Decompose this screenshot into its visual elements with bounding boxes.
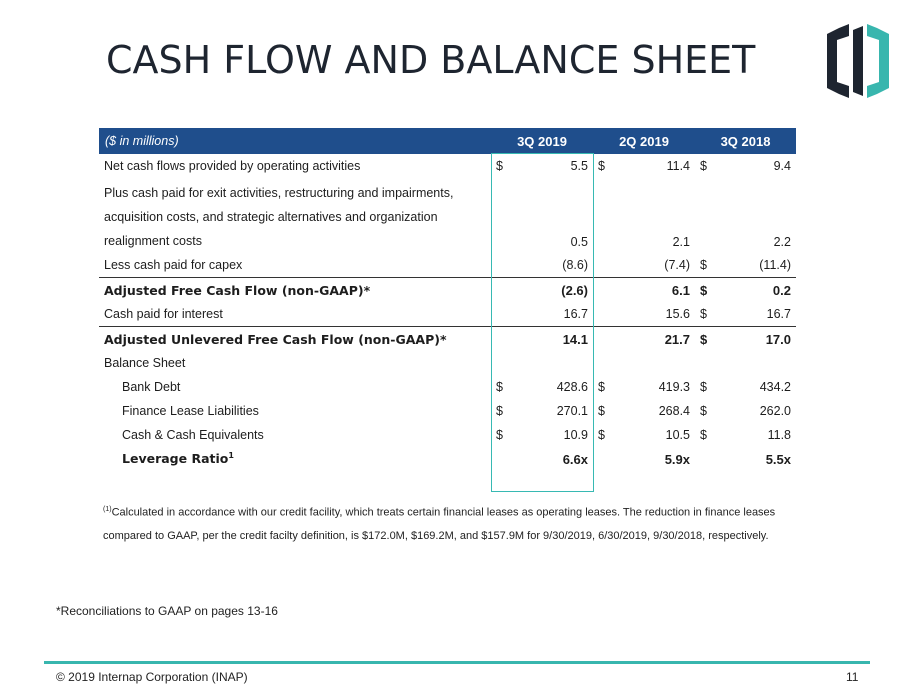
value-2q2019: 419.3: [658, 380, 690, 394]
value-3q2019: 428.6: [556, 380, 588, 394]
row-label: Bank Debt: [122, 380, 181, 394]
value-2q2019: 11.4: [666, 159, 690, 173]
value-2q2019: 6.1: [607, 278, 695, 303]
value-3q2018: 16.7: [766, 307, 791, 321]
table-row: [99, 399, 796, 423]
row-label: [99, 178, 491, 253]
row-label: [99, 447, 491, 471]
table-row-subtotal: [99, 278, 796, 303]
value-2q2019: (7.4): [664, 258, 690, 272]
currency-symbol: [593, 327, 607, 352]
currency-symbol: $: [598, 380, 605, 394]
row-label: Finance Lease Liabilities: [122, 404, 259, 418]
table-row: [99, 423, 796, 447]
cash-flow-table: [99, 128, 796, 471]
footnote-marker: (1): [103, 506, 112, 513]
unit-label: ($ in millions): [105, 134, 179, 148]
period-header-2q2019: 2Q 2019: [619, 133, 669, 149]
reconciliation-note: *Reconciliations to GAAP on pages 13-16: [56, 604, 278, 618]
value-3q2018: 5.5x: [765, 451, 791, 467]
currency-symbol: [491, 253, 505, 278]
footnote-text: Calculated in accordance with our credit facility, which treats certain financial leases as operating leases. The reduction in finance leases compared to GAAP, per the credit facilty definition, is $172.0M, $169.2M, and $157.9M for 9/30/2019, 6/30/2019, 9/30/2018, respectively.: [103, 506, 776, 542]
value-2q2019: 21.7: [607, 327, 695, 352]
page-title: CASH FLOW AND BALANCE SHEET: [106, 38, 756, 82]
value-2q2019: 2.1: [672, 235, 690, 249]
currency-symbol: [491, 327, 505, 352]
currency-symbol: $: [695, 278, 709, 303]
currency-symbol: $: [695, 327, 709, 352]
value-3q2019: 14.1: [505, 327, 593, 352]
value-3q2019: 16.7: [563, 307, 588, 321]
row-label: Cash & Cash Equivalents: [122, 428, 264, 442]
row-label-line: acquisition costs, and strategic alternatives and organization: [104, 210, 438, 224]
value-3q2019: 6.6x: [562, 451, 588, 467]
table-section-heading: [99, 351, 796, 375]
currency-symbol: [491, 447, 505, 471]
row-label-line: Plus cash paid for exit activities, restructuring and impairments,: [104, 186, 454, 200]
section-label: Balance Sheet: [104, 356, 186, 370]
value-3q2018: (11.4): [759, 258, 791, 272]
row-label-line: realignment costs: [104, 234, 202, 248]
page-number: 11: [846, 670, 859, 684]
value-3q2019: (8.6): [562, 258, 588, 272]
value-3q2018: 262.0: [759, 404, 791, 418]
currency-symbol: $: [598, 159, 605, 173]
value-2q2019: 268.4: [658, 404, 690, 418]
currency-symbol: [593, 302, 607, 327]
table-row: [99, 253, 796, 278]
currency-symbol: $: [700, 307, 707, 321]
table-row: [99, 178, 796, 253]
currency-symbol: $: [496, 428, 503, 442]
currency-symbol: [593, 447, 607, 471]
currency-symbol: $: [700, 380, 707, 394]
table-row: [99, 154, 796, 178]
currency-symbol: $: [598, 428, 605, 442]
currency-symbol: [695, 447, 709, 471]
value-3q2018: 17.0: [709, 327, 796, 352]
period-header-3q2019: 3Q 2019: [517, 133, 567, 149]
currency-symbol: $: [496, 380, 503, 394]
value-3q2019: (2.6): [505, 278, 593, 303]
currency-symbol: [593, 253, 607, 278]
currency-symbol: $: [700, 428, 707, 442]
value-3q2018: 434.2: [759, 380, 791, 394]
value-3q2018: 2.2: [773, 235, 791, 249]
value-3q2019: 5.5: [570, 159, 588, 173]
currency-symbol: $: [598, 404, 605, 418]
row-label: Cash paid for interest: [104, 307, 223, 321]
value-3q2019: 270.1: [556, 404, 588, 418]
currency-symbol: $: [700, 404, 707, 418]
currency-symbol: [491, 302, 505, 327]
currency-symbol: $: [700, 159, 707, 173]
value-2q2019: 10.5: [665, 428, 690, 442]
value-3q2019: 10.9: [563, 428, 588, 442]
currency-symbol: [491, 178, 505, 253]
currency-symbol: [695, 178, 709, 253]
value-3q2019: 0.5: [570, 235, 588, 249]
footnote: [103, 498, 783, 548]
value-2q2019: 15.6: [665, 307, 690, 321]
table-row: [99, 375, 796, 399]
table-row: [99, 302, 796, 327]
currency-symbol: [593, 178, 607, 253]
currency-symbol: [593, 278, 607, 303]
currency-symbol: $: [496, 404, 503, 418]
currency-symbol: [491, 278, 505, 303]
value-3q2018: 0.2: [709, 278, 796, 303]
period-header-3q2018: 3Q 2018: [720, 133, 771, 149]
row-label: Adjusted Unlevered Free Cash Flow (non-GAAP)*: [99, 327, 491, 352]
copyright-text: © 2019 Internap Corporation (INAP): [56, 670, 248, 684]
value-3q2018: 9.4: [773, 159, 791, 173]
row-label: Net cash flows provided by operating activities: [104, 159, 361, 173]
value-2q2019: 5.9x: [664, 451, 690, 467]
table-row-leverage: [99, 447, 796, 471]
currency-symbol: $: [700, 258, 707, 272]
footnote-ref: 1: [228, 451, 234, 461]
row-label: Less cash paid for capex: [104, 258, 243, 272]
currency-symbol: $: [496, 159, 503, 173]
value-3q2018: 11.8: [767, 428, 791, 442]
leverage-label: Leverage Ratio: [122, 451, 229, 467]
inap-logo-icon: [823, 20, 893, 102]
footer-divider: [44, 661, 870, 664]
row-label: Adjusted Free Cash Flow (non-GAAP)*: [99, 278, 491, 303]
table-row-subtotal: [99, 327, 796, 352]
table-header-row: [99, 128, 796, 154]
